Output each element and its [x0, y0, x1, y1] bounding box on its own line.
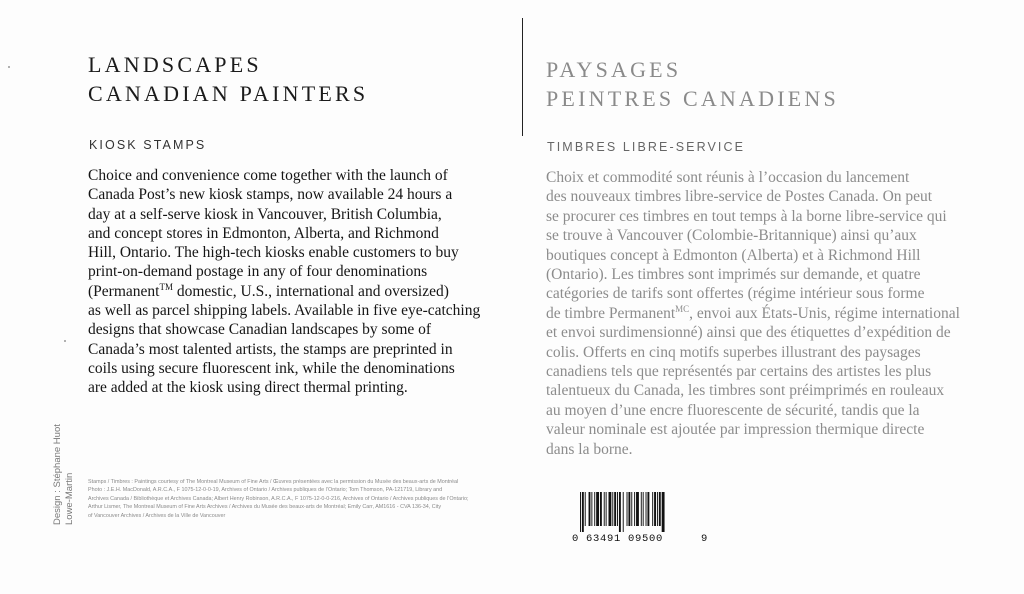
body-english-line: Canada Post’s new kiosk stamps, now available 24 hours a	[88, 186, 453, 204]
body-english-line: Canada’s most talented artists, the stamps are preprinted in	[88, 340, 453, 358]
body-french-segment: de timbre Permanent	[546, 304, 676, 322]
body-english-line: Choice and convenience come together with the launch of	[88, 167, 448, 184]
body-text-english	[88, 166, 528, 398]
barcode-guard-bar	[582, 492, 584, 532]
body-french-line: (Ontario). Les timbres sont imprimés sur demande, et quatre	[546, 266, 921, 284]
design-credit: Design : Stéphane Huot	[52, 424, 63, 525]
barcode-bar	[606, 492, 607, 526]
upc-barcode	[572, 492, 712, 544]
body-french-line: valeur nominale est ajoutée par impression thermique directe	[546, 421, 925, 439]
barcode-number-left: 0	[572, 533, 579, 545]
barcode-bar	[643, 492, 644, 526]
body-english-line: coils using secure fluorescent ink, while the denominations	[88, 359, 455, 377]
barcode-guard-bar	[580, 492, 581, 532]
body-english-line	[88, 282, 528, 301]
body-french-line	[546, 304, 996, 323]
barcode-bar	[654, 492, 656, 526]
barcode-bar	[636, 492, 639, 526]
title-english	[88, 50, 368, 108]
barcode-bar	[585, 492, 586, 526]
body-french-line: dans la borne.	[546, 440, 633, 458]
image-credit-line: Photo : J.E.H. MacDonald, A.R.C.A., F 1075-12-0-0-19, Archives of Ontario / Archives publiques de l’Ontario; Tom Thomson, PA-121719, Library and	[88, 487, 443, 494]
title-french	[546, 55, 839, 113]
barcode-bar	[628, 492, 630, 526]
trademark-mark: TM	[159, 281, 173, 292]
body-french-line: et envoi surdimensionné) ainsi que des étiquettes d’expédition de	[546, 324, 951, 342]
subtitle-french: TIMBRES LIBRE-SERVICE	[547, 140, 746, 154]
image-credit-line: of Vancouver Archives / Archives de la Ville de Vancouver	[88, 512, 226, 519]
image-credit-line: Stamps / Timbres : Paintings courtesy of The Montreal Museum of Fine Arts / Œuvres présentées avec la permission du Musée des beaux-arts de Montréal	[88, 479, 459, 485]
barcode-bar	[591, 492, 592, 526]
design-printer-credit	[52, 405, 76, 525]
body-english-line: designs that showcase Canadian landscapes by some of	[88, 321, 432, 339]
body-english-line: Hill, Ontario. The high-tech kiosks enable customers to buy	[88, 244, 459, 262]
subtitle-english: KIOSK STAMPS	[89, 138, 207, 152]
barcode-guard-bar	[619, 492, 621, 532]
body-french-line: Choix et commodité sont réunis à l’occasion du lancement	[546, 169, 910, 186]
body-french-line: des nouveaux timbres libre-service de Postes Canada. On peut	[546, 188, 933, 206]
barcode-bar	[627, 492, 628, 526]
barcode-number-right: 9	[701, 533, 708, 545]
barcode-bar	[589, 492, 591, 526]
paper-speck	[8, 66, 10, 68]
body-french-line: catégories de tarifs sont offertes (régime intérieur sous forme	[546, 285, 925, 303]
body-english-segment: domestic, U.S., international and oversized)	[172, 282, 449, 300]
barcode-bar	[614, 492, 616, 526]
body-french-line: se procurer ces timbres en tout temps à la borne libre-service qui	[546, 207, 947, 225]
barcode-guard-bar	[662, 492, 665, 532]
body-french-line: au moyen d’une encre fluorescente de sécurité, tandis que la	[546, 401, 920, 419]
center-divider	[522, 18, 523, 136]
barcode-guard-bar	[623, 492, 624, 532]
title-english-line-1: LANDSCAPES	[88, 52, 262, 77]
barcode-bar	[647, 492, 649, 526]
barcode-bar	[609, 492, 612, 526]
barcode-bar	[604, 492, 605, 526]
trademark-mark-french: MC	[675, 303, 690, 314]
body-french-segment: , envoi aux États-Unis, régime international	[689, 304, 960, 322]
body-english-line: as well as parcel shipping labels. Available in five eye-catching	[88, 302, 481, 320]
title-english-line-2: CANADIAN PAINTERS	[88, 81, 369, 106]
barcode-bar	[634, 492, 635, 526]
body-french-line: canadiens tels que représentés par certains des artistes les plus	[546, 363, 932, 381]
barcode-bar	[652, 492, 653, 526]
body-french-line: se trouve à Vancouver (Colombie-Britannique) ainsi qu’aux	[546, 227, 917, 245]
body-french-line: colis. Offerts en cinq motifs superbes illustrant des paysages	[546, 343, 921, 361]
barcode-bar	[612, 492, 613, 526]
barcode-bar	[600, 492, 602, 526]
body-english-line: are added at the kiosk using direct thermal printing.	[88, 379, 408, 397]
barcode-bar	[596, 492, 599, 526]
title-french-line-1: PAYSAGES	[546, 57, 682, 82]
image-credits	[88, 478, 508, 520]
body-text-french	[546, 168, 996, 459]
barcode-bar	[617, 492, 618, 526]
barcode-bar	[594, 492, 595, 526]
barcode-bar	[631, 492, 632, 526]
printer-credit: Lowe-Martin	[64, 472, 75, 525]
body-english-segment: (Permanent	[88, 282, 160, 300]
barcode-bar	[657, 492, 658, 526]
paper-speck	[64, 340, 66, 342]
barcode-bar	[659, 492, 661, 526]
barcode-number-middle: 63491 09500	[586, 533, 664, 545]
body-english-line: print-on-demand postage in any of four denominations	[88, 263, 428, 281]
image-credit-line: Archives Canada / Bibliothèque et Archives Canada; Albert Henry Robinson, A.R.C.A., F 1075-12-0-0-216, Archives of Ontario / Archives publiques de l’Ontario;	[88, 495, 469, 502]
barcode-bars	[580, 492, 696, 532]
body-french-line: boutiques concept à Edmonton (Alberta) et à Richmond Hill	[546, 246, 921, 264]
image-credit-line: Arthur Lismer, The Montreal Museum of Fine Arts Archives / Archives du Musée des beaux-arts de Montréal; Emily Carr, AM1616 - CVA 136-34, City	[88, 504, 442, 511]
title-french-line-2: PEINTRES CANADIENS	[546, 86, 839, 111]
barcode-bar	[646, 492, 647, 526]
barcode-bar	[641, 492, 642, 526]
body-french-line: talentueux du Canada, les timbres sont préimprimés en rouleaux	[546, 382, 945, 400]
body-english-line: and concept stores in Edmonton, Alberta, and Richmond	[88, 224, 439, 242]
body-english-line: day at a self-serve kiosk in Vancouver, British Columbia,	[88, 205, 442, 223]
